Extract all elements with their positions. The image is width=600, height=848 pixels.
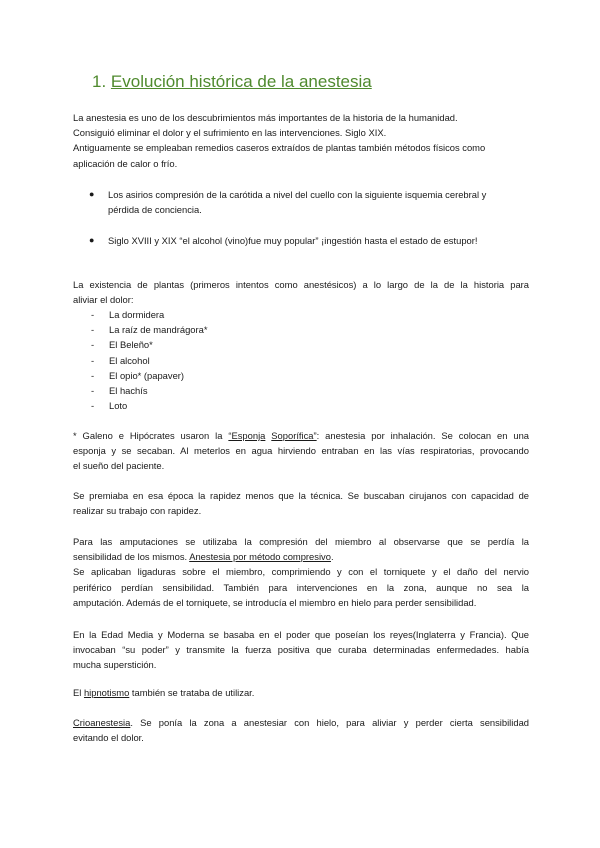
edad-media-line: En la Edad Media y Moderna se basaba en el poder que poseían los reyes(Inglaterra y Francia). Que [73, 629, 529, 640]
bullet-text: Los asirios compresión de la carótida a nivel del cuello con la siguiente isquemia cerebral y [108, 189, 487, 200]
amputaciones-line: Para las amputaciones se utilizaba la compresión del miembro al observarse que se perdía la [73, 536, 529, 547]
galeno-line: * Galeno e Hipócrates usaron la “Esponja Soporífica”: anestesia por inhalación. Se colocan en una [73, 430, 529, 441]
bullet-text: Siglo XVIII y XIX “el alcohol (vino)fue muy popular” ¡ingestión hasta el estado de estupor! [108, 235, 478, 246]
anestesia-compresiva-link[interactable]: Anestesia por método compresivo [189, 551, 331, 563]
edad-media-line: mucha superstición. [73, 659, 157, 671]
intro-paragraph [73, 110, 529, 171]
crioanestesia-link[interactable]: Crioanestesia [73, 717, 131, 728]
plant-item: - La dormidera [91, 309, 165, 320]
plant-item: - El opio* (papaver) [91, 369, 185, 381]
edad-media-line: invocaban “su poder” y transmite la fuerza positiva que curaba determinadas enfermedades. había [73, 644, 529, 656]
hipnotismo-link[interactable]: hipnotismo [83, 687, 130, 698]
soporifica-link[interactable]: Soporífica [271, 430, 314, 441]
rapidez-line: Se premiaba en esa época la rapidez menos que la técnica. Se buscaban cirujanos con capacidad de [73, 490, 529, 501]
intro-line: aplicación de calor o frío. [73, 157, 178, 169]
edad-media-paragraph [73, 627, 529, 673]
plant-item: - Loto [91, 400, 128, 412]
intro-line: Consiguió eliminar el dolor y el sufrimiento en las intervenciones. Siglo XIX. [73, 127, 387, 139]
plant-item: - El hachís [91, 385, 148, 397]
crioanestesia-paragraph [73, 715, 529, 745]
plant-item: - La raíz de mandrágora* [91, 324, 208, 336]
hipnotismo-paragraph [73, 685, 529, 700]
plants-intro-line: aliviar el dolor: [73, 294, 134, 306]
plant-item: - El Beleño* [91, 339, 153, 351]
amputaciones-line: periférico perdían sensibilidad. También para intervenciones en la zona, aunque no sea la [73, 581, 529, 593]
galeno-paragraph [73, 428, 529, 474]
bullet-dot-icon: ● [89, 235, 95, 245]
hipnotismo-line: El hipnotismo también se trataba de utilizar. [73, 687, 255, 698]
heading-text: Evolución histórica de la anestesia [110, 72, 372, 91]
plants-intro-line: La existencia de plantas (primeros intentos como anestésicos) a lo largo de la de la historia para [73, 279, 529, 290]
bullet-dot-icon: ● [89, 189, 95, 199]
rapidez-paragraph [73, 488, 529, 518]
section-heading [92, 72, 372, 92]
amputaciones-line: Se aplicaban ligaduras sobre el miembro, comprimiendo y con el torniquete y el daño del nervio [73, 566, 529, 578]
crioanestesia-line: evitando el dolor. [73, 732, 144, 744]
amputaciones-line: amputación. Además de el torniquete, se introducía el miembro en hielo para perder sensibilidad. [73, 596, 477, 608]
plant-list [91, 307, 208, 413]
heading-number: 1. [92, 72, 107, 91]
esponja-link[interactable]: Esponja [231, 430, 266, 441]
amputaciones-line: sensibilidad de los mismos. Anestesia por método compresivo. [73, 551, 334, 563]
plant-item: - El alcohol [91, 354, 150, 366]
bullet-text: pérdida de conciencia. [108, 204, 202, 216]
intro-line: Antiguamente se empleaban remedios caseros extraídos de plantas también métodos físicos como [73, 142, 486, 154]
intro-line: La anestesia es uno de los descubrimientos más importantes de la historia de la humanidad. [73, 112, 458, 123]
rapidez-line: realizar su trabajo con rapidez. [73, 505, 202, 517]
plants-intro-paragraph [73, 277, 529, 307]
amputaciones-paragraph [73, 534, 529, 610]
galeno-line: el sueño del paciente. [73, 460, 165, 472]
crioanestesia-line: Crioanestesia. Se ponía la zona a anestesiar con hielo, para aliviar y perder cierta sensibilidad [73, 717, 529, 728]
galeno-line: esponja y se secaban. Al meterlos en agua hirviendo entraban en las vías respiratorias, provocando [73, 445, 529, 457]
